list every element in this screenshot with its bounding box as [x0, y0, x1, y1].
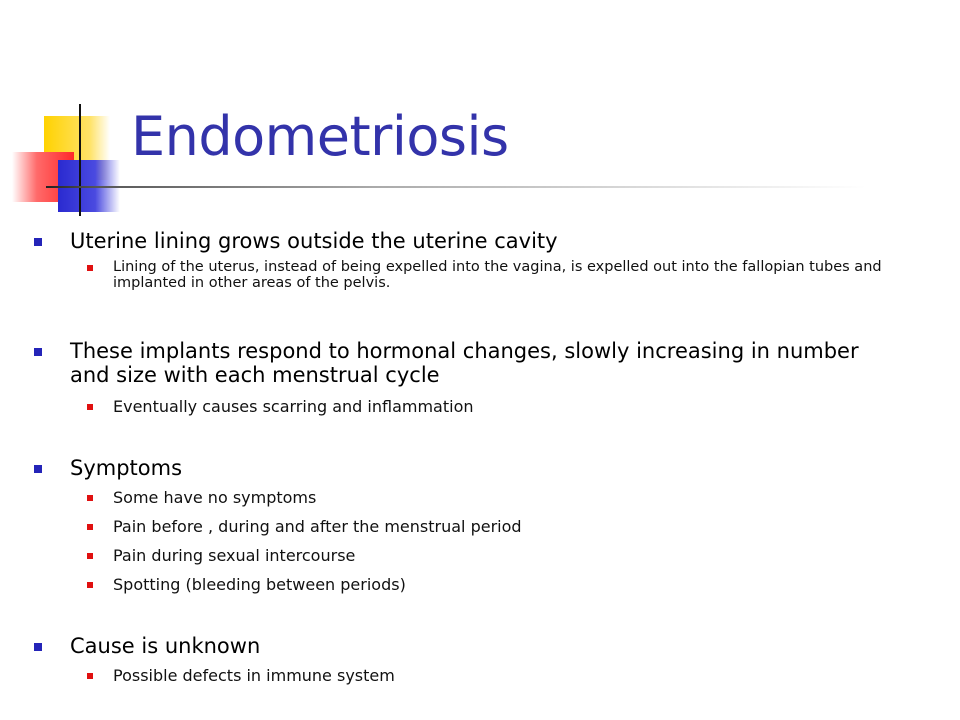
bullet-level2: Lining of the uterus, instead of being expelled into the vagina, is expelled out into the fallopian tubes and implanted in other areas of the pelvis. — [113, 259, 882, 291]
bullet-level1: Uterine lining grows outside the uterine cavity — [70, 229, 558, 253]
bullet-level2: Pain before , during and after the menstrual period — [113, 517, 522, 536]
level2-bullet — [87, 524, 93, 530]
level1-bullet — [34, 643, 42, 651]
level2-bullet — [87, 495, 93, 501]
bullet-level2: Possible defects in immune system — [113, 666, 395, 685]
level2-bullet — [87, 673, 93, 679]
level2-bullet — [87, 265, 93, 271]
level2-bullet — [87, 582, 93, 588]
bullet-level1: These implants respond to hormonal changes, slowly increasing in number and size with each menstrual cycle — [70, 339, 859, 387]
bullet-level2: Eventually causes scarring and inflammation — [113, 397, 474, 416]
bullet-level2: Spotting (bleeding between periods) — [113, 575, 406, 594]
slide-title: Endometriosis — [131, 105, 509, 168]
level1-bullet — [34, 465, 42, 473]
bullet-level1: Symptoms — [70, 456, 183, 480]
bullet-level1: Cause is unknown — [70, 634, 261, 658]
level2-bullet — [87, 553, 93, 559]
level2-bullet — [87, 404, 93, 410]
bullet-level2: Some have no symptoms — [113, 488, 317, 507]
bullet-level2: Pain during sexual intercourse — [113, 546, 356, 565]
level1-bullet — [34, 348, 42, 356]
level1-bullet — [34, 238, 42, 246]
